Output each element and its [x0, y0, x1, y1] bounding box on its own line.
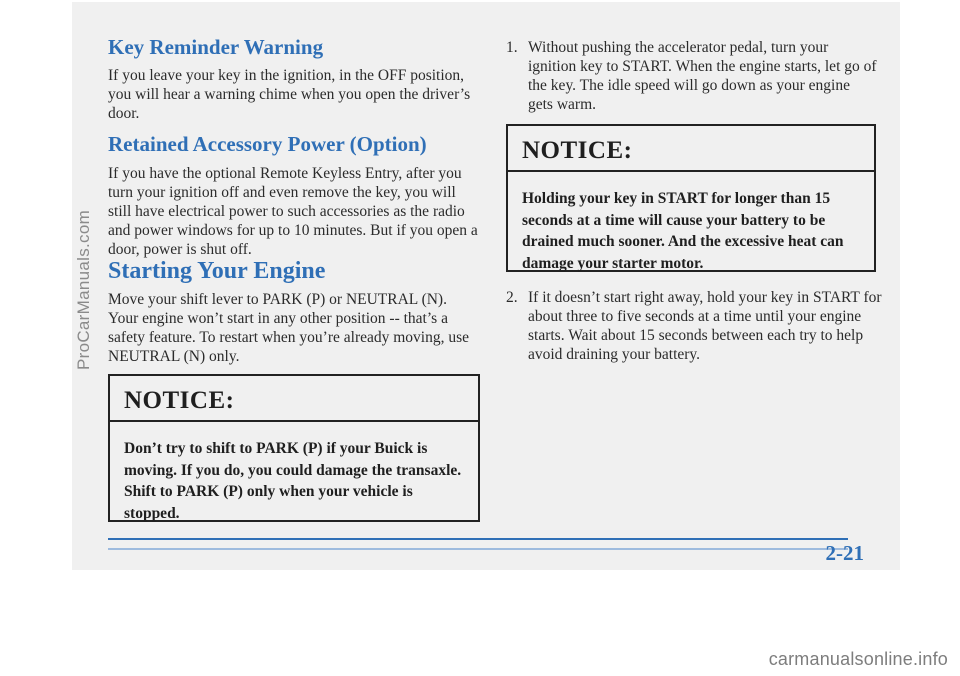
step-number: 2.	[506, 289, 518, 306]
notice-box-shift	[108, 374, 480, 522]
notice-box-start	[506, 124, 876, 272]
bottom-watermark: carmanualsonline.info	[768, 649, 948, 669]
side-watermark: ProCarManuals.com	[74, 209, 93, 370]
notice-title: NOTICE:	[110, 376, 478, 422]
key-reminder-body: If you leave your key in the ignition, in the OFF position, you will hear a warning chime when you open the driver’s door.	[108, 67, 471, 122]
footer-rule-bottom	[108, 548, 848, 550]
step-text: Without pushing the accelerator pedal, turn your ignition key to START. When the engine starts, let go of the key. The idle speed will go down as your engine gets warm.	[528, 39, 877, 113]
retained-power-body: If you have the optional Remote Keyless Entry, after you turn your ignition off and even remove the key, you will still have electrical power to such accessories as the radio and power windows for up to 10 minutes. But if you open a door, power is shut off.	[108, 165, 478, 258]
manual-page	[72, 2, 900, 570]
notice-title: NOTICE:	[508, 126, 874, 172]
key-reminder-heading: Key Reminder Warning	[108, 35, 324, 59]
footer-rule-top	[108, 538, 848, 540]
retained-power-heading: Retained Accessory Power (Option)	[108, 132, 427, 156]
notice-body: Holding your key in START for longer than 15 seconds at a time will cause your battery to be drained much sooner. And the excessive heat can damage your starter motor.	[522, 190, 844, 272]
notice-body: Don’t try to shift to PARK (P) if your Buick is moving. If you do, you could damage the transaxle. Shift to PARK (P) only when your vehicle is stopped.	[124, 440, 462, 522]
step-number: 1.	[506, 39, 518, 56]
starting-engine-body: Move your shift lever to PARK (P) or NEUTRAL (N). Your engine won’t start in any other position -- that’s a safety feature. To restart when you’re already moving, use NEUTRAL (N) only.	[108, 291, 470, 365]
page-number: 2-21	[825, 541, 864, 565]
starting-engine-heading: Starting Your Engine	[108, 258, 326, 284]
step-text: If it doesn’t start right away, hold your key in START for about three to five seconds at a time until your engine starts. Wait about 15 seconds between each try to help avoid draining your battery.	[528, 289, 882, 363]
